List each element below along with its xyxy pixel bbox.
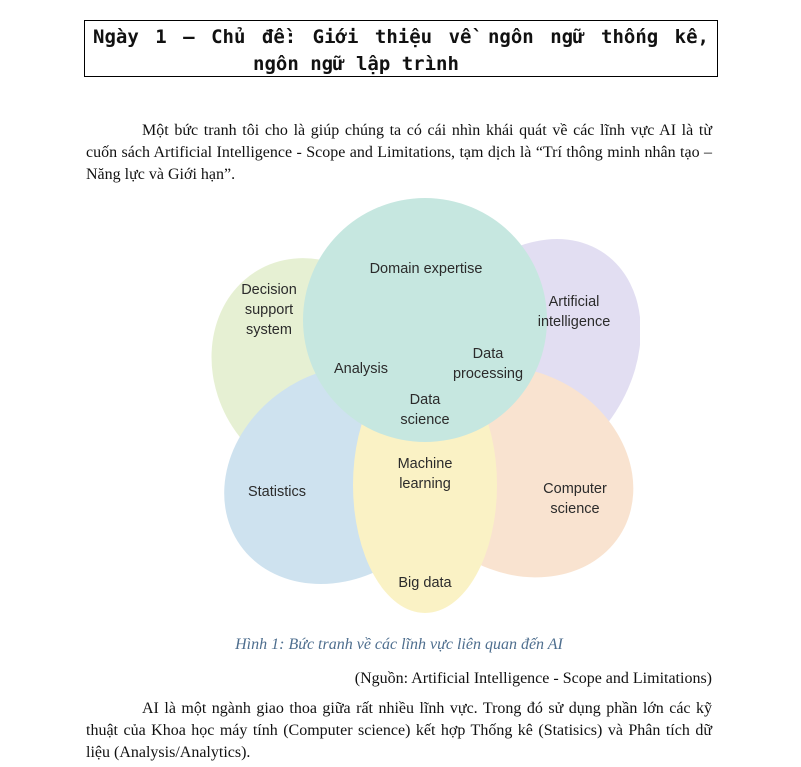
label-artificial-intelligence-2: intelligence <box>537 314 611 330</box>
intro-paragraph: Một bức tranh tôi cho là giúp chúng ta có cái nhìn khái quát về các lĩnh vực AI là từ cuốn sách Artificial Intelligence - Scope and Limitations, tạm dịch là “Trí thông minh nhân tạo – Năng lực và Giới hạn”. <box>86 122 712 183</box>
label-analysis: Analysis <box>334 361 388 377</box>
label-decision-support-1: Decision <box>241 282 297 298</box>
label-machine-learning-2: learning <box>399 476 451 492</box>
label-data-processing-1: Data <box>472 346 504 362</box>
label-domain-expertise: Domain expertise <box>369 261 483 277</box>
figure-source: (Nguồn: Artificial Intelligence - Scope and Limitations) <box>354 670 712 687</box>
label-data-science-1: Data <box>409 392 441 408</box>
heading-line-2: ngôn ngữ lập trình <box>253 53 459 75</box>
label-computer-science-1: Computer <box>543 481 607 497</box>
label-statistics: Statistics <box>247 484 307 500</box>
venn-diagram <box>200 190 640 620</box>
label-artificial-intelligence-1: Artificial <box>548 294 600 310</box>
heading-box <box>84 20 718 77</box>
label-data-science-2: science <box>400 412 450 428</box>
figure-caption: Hình 1: Bức tranh về các lĩnh vực liên quan đến AI <box>235 636 563 653</box>
label-decision-support-2: support <box>244 302 294 318</box>
label-data-processing-2: processing <box>452 366 524 382</box>
label-computer-science-2: science <box>550 501 600 517</box>
heading-line-1: Ngày 1 – Chủ đề: Giới thiệu về ngôn ngữ thống kê, <box>93 26 709 48</box>
label-machine-learning-1: Machine <box>397 456 453 472</box>
body-paragraph: AI là một ngành giao thoa giữa rất nhiều lĩnh vực. Trong đó sử dụng phần lớn các kỹ thuật của Khoa học máy tính (Computer science) kết hợp Thống kê (Statisics) và Phân tích dữ liệu (Analysis/Analytics). <box>86 700 712 761</box>
label-decision-support-3: system <box>246 322 292 338</box>
label-big-data: Big data <box>398 575 452 591</box>
